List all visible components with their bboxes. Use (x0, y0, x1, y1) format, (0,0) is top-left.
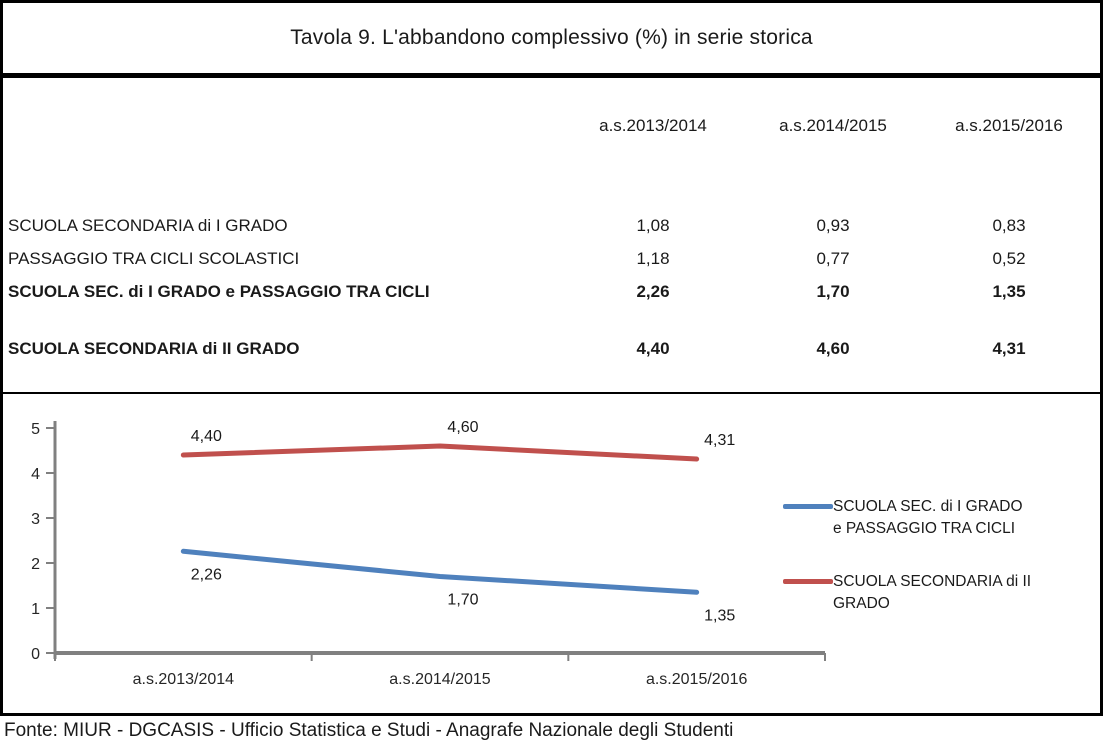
y-tick-label: 0 (31, 646, 40, 663)
row-label: SCUOLA SECONDARIA di I GRADO (8, 216, 288, 235)
y-tick-label: 3 (31, 511, 40, 528)
table-header-row (3, 114, 1097, 138)
legend-label: SCUOLA SECONDARIA di II GRADO (833, 573, 1032, 613)
row-label: SCUOLA SEC. di I GRADO e PASSAGGIO TRA CICLI (8, 282, 430, 301)
y-tick-label: 4 (31, 466, 40, 483)
row-label: SCUOLA SECONDARIA di II GRADO (8, 339, 300, 358)
cell-value: 1,08 (636, 216, 670, 235)
cell-value: 2,26 (636, 282, 670, 301)
series-line (183, 551, 696, 592)
data-table (3, 78, 1100, 394)
footer-source-text: Fonte: MIUR - DGCASIS - Ufficio Statistica e Studi - Anagrafe Nazionale degli Studenti (4, 720, 734, 741)
line-chart-svg (3, 394, 1100, 713)
data-point-label: 4,40 (190, 428, 222, 445)
data-point-label: 1,70 (447, 591, 479, 609)
header-spacer (3, 114, 561, 138)
cell-value: 1,35 (992, 282, 1026, 301)
title-section (3, 3, 1100, 78)
data-point-label: 2,26 (190, 566, 222, 584)
table-row (3, 214, 1097, 238)
data-point-label: 1,35 (704, 607, 736, 625)
column-header-2014-2015: a.s.2014/2015 (779, 116, 887, 135)
table-row (3, 337, 1097, 361)
table-row (3, 247, 1097, 271)
cell-value: 4,40 (636, 339, 670, 358)
y-tick-label: 1 (31, 601, 40, 618)
x-category-label: a.s.2014/2015 (389, 671, 491, 688)
data-point-label: 4,31 (704, 432, 736, 450)
cell-value: 1,18 (636, 249, 670, 268)
cell-value: 0,93 (816, 216, 850, 235)
column-header-2015-2016: a.s.2015/2016 (955, 116, 1063, 135)
data-point-label: 4,60 (447, 419, 479, 436)
y-tick-label: 5 (31, 421, 40, 438)
cell-value: 0,52 (992, 249, 1026, 268)
cell-value: 4,60 (816, 339, 850, 358)
cell-value: 1,70 (816, 282, 850, 301)
cell-value: 0,83 (992, 216, 1026, 235)
table-row (3, 280, 1097, 304)
figure-title: Tavola 9. L'abbandono complessivo (%) in serie storica (290, 26, 813, 49)
row-label: PASSAGGIO TRA CICLI SCOLASTICI (8, 249, 300, 268)
column-header-2013-2014: a.s.2013/2014 (599, 116, 707, 135)
x-category-label: a.s.2013/2014 (132, 671, 235, 688)
legend-label: SCUOLA SEC. di I GRADO e PASSAGGIO TRA CICLI (833, 498, 1023, 538)
cell-value: 0,77 (816, 249, 850, 268)
y-tick-label: 2 (31, 556, 40, 573)
x-category-label: a.s.2015/2016 (645, 671, 748, 688)
series-line (183, 446, 696, 459)
chart-section (3, 394, 1100, 713)
cell-value: 4,31 (992, 339, 1026, 358)
